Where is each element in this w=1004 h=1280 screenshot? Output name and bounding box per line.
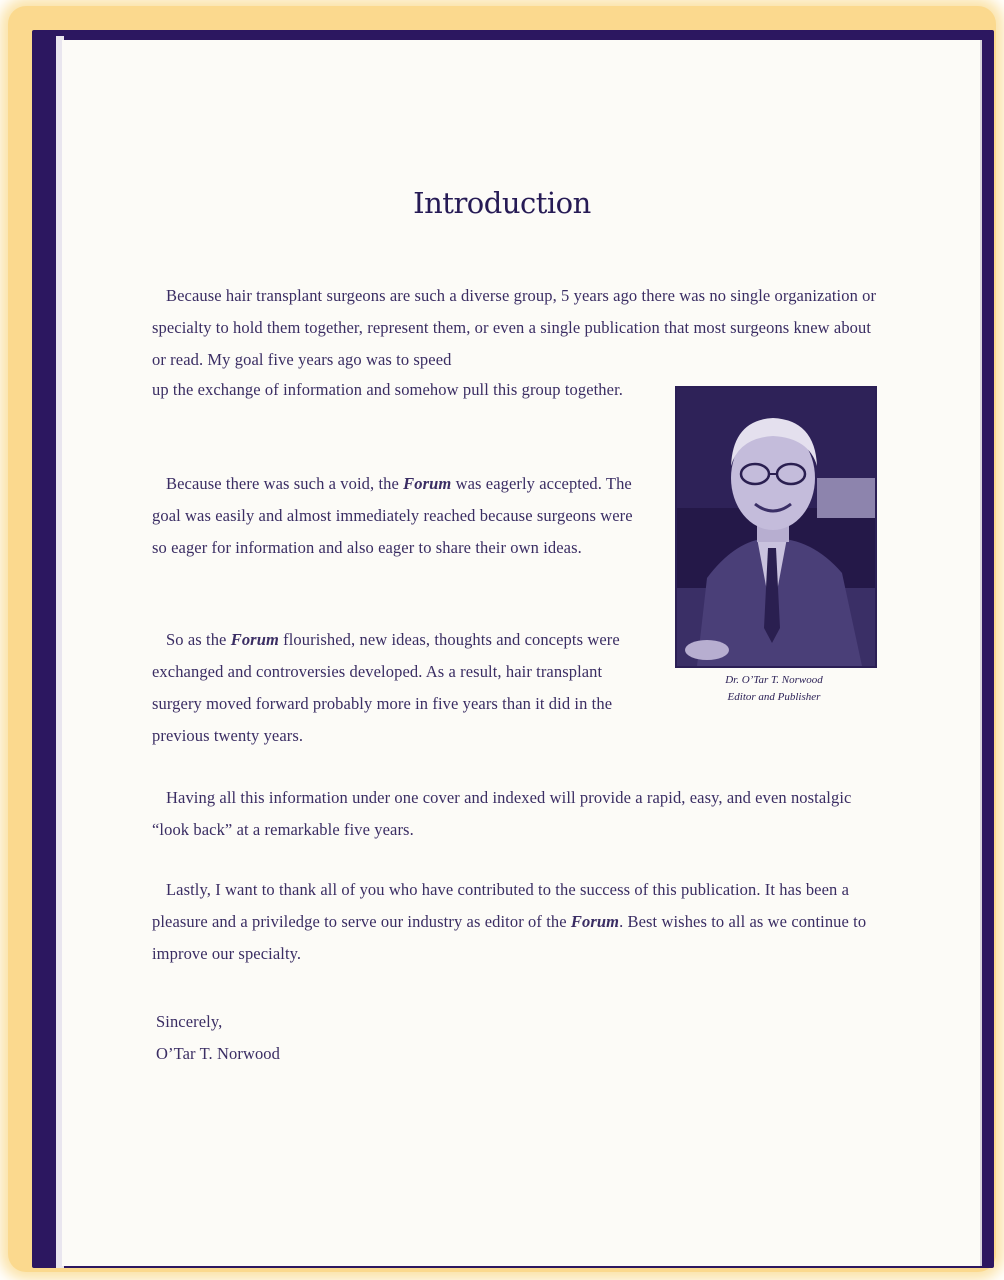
caption-role: Editor and Publisher: [727, 691, 821, 703]
signature-name: O’Tar T. Norwood: [156, 1044, 281, 1063]
paragraph-5: [152, 874, 892, 970]
paragraph-5-text: Lastly, I want to thank all of you who have contributed to the success of this publication. It has been a pleasure and a priviledge to serve our industry as editor of the: [152, 880, 850, 931]
sign-off: [156, 1006, 456, 1070]
closing-text: Sincerely,: [156, 1012, 223, 1031]
paragraph-2-text: Because there was such a void, the: [166, 474, 404, 493]
portrait-photo: [675, 386, 877, 668]
forum-mention: Forum: [570, 912, 620, 931]
photo-caption: [676, 672, 872, 706]
forum-mention: Forum: [230, 630, 279, 649]
paragraph-2: [152, 468, 636, 564]
page-title: Introduction: [413, 186, 591, 220]
paragraph-3: [152, 624, 640, 752]
paragraph-3-text: So as the: [166, 630, 231, 649]
caption-name: Dr. O’Tar T. Norwood: [725, 674, 823, 686]
paragraph-5-text-end: . Best wishes to all as we continue to improve our specialty.: [152, 912, 867, 963]
portrait-illustration: [677, 388, 875, 666]
paragraph-1b: up the exchange of information and somehow pull this group together.: [152, 380, 623, 399]
paragraph-1a: Because hair transplant surgeons are such a diverse group, 5 years ago there was no single organization or specialty to hold them together, represent them, or even a single publication that most surgeons knew about or read. My goal five years ago was to speed: [152, 286, 877, 369]
paragraph-3-text-end: flourished, new ideas, thoughts and concepts were exchanged and controversies developed. As a result, hair transplant surgery moved forward probably more in five years than it did in the previous twenty years.: [152, 630, 620, 745]
paragraph-2-text-end: was eagerly accepted. The goal was easily and almost immediately reached because surgeons were so eager for information and also eager to share their own ideas.: [152, 474, 633, 557]
paragraph-4: Having all this information under one cover and indexed will provide a rapid, easy, and even nostalgic “look back” at a remarkable five years.: [152, 788, 852, 839]
forum-mention: Forum: [403, 474, 452, 493]
